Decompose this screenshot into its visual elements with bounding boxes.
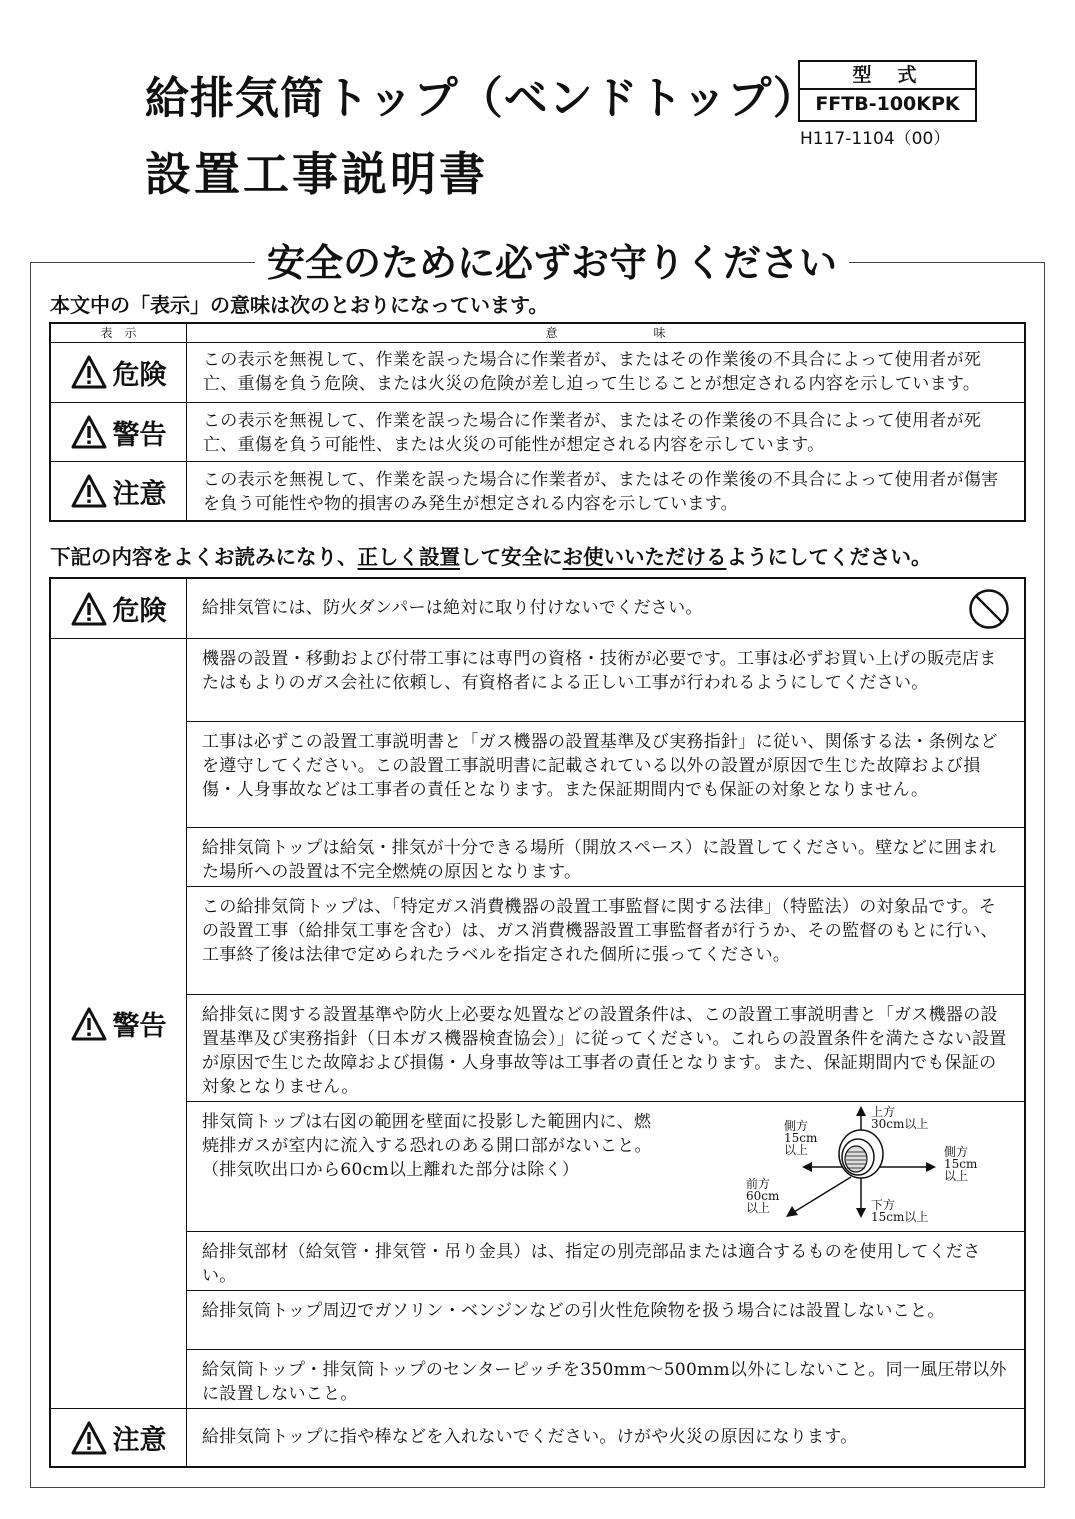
legend-table (49, 322, 1026, 522)
safety-heading: 安全のために必ずお守りください (255, 232, 849, 287)
clearance-diagram (746, 1102, 986, 1230)
warning-row (186, 639, 1024, 722)
document-code: H117-1104（00） (800, 129, 951, 149)
legend-text-caution: この表示を無視して、作業を誤った場合に作業者が、またはその作業後の不具合によって使用者が傷害を負う可能性や物的損害のみ発生が想定される内容を示しています。 (203, 470, 999, 514)
document-title-line2: 設置工事説明書 (145, 147, 488, 201)
document-title-line1: 給排気筒トップ（ベンドトップ） (145, 73, 818, 124)
clearance-right-label: 側方 15cm 以上 (944, 1145, 978, 1183)
legend-row (51, 403, 1024, 462)
clearance-left-label: 側方 15cm 以上 (784, 1119, 818, 1157)
warning-triangle-icon (71, 592, 107, 626)
warning-sign-cell (51, 639, 186, 1409)
warning-row (186, 887, 1024, 995)
warning-row (186, 995, 1024, 1102)
legend-sign-danger: 危険 (112, 359, 167, 391)
clearance-bottom-label: 下方 15cm以上 (871, 1198, 929, 1224)
warning-row (186, 722, 1024, 828)
danger-text: 給排気管には、防火ダンパーは絶対に取り付けないでください。 (202, 598, 703, 618)
warning-text: 排気筒トップは右図の範囲を壁面に投影した範囲内に、燃焼排ガスが室内に流入する恐れのある開口部がないこと。（排気吹出口から60cm以上離れた部分は除く） (202, 1112, 652, 1180)
warning-row (186, 828, 1024, 887)
legend-sign-warning: 警告 (112, 419, 167, 451)
model-value: FFTB-100KPK (815, 93, 960, 115)
warning-triangle-icon (71, 415, 107, 449)
read-carefully-note: 下記の内容をよくお読みになり、正しく設置して安全にお使いいただけるようにしてください。 (50, 545, 932, 569)
caution-sign-cell (51, 1409, 186, 1466)
legend-text-warning: この表示を無視して、作業を誤った場合に作業者が、またはその作業後の不具合によって使用者が死亡、重傷を負う可能性、または火災の可能性が想定される内容を示しています。 (203, 411, 982, 455)
model-box (798, 60, 977, 122)
warning-text: 給排気筒トップは給気・排気が十分できる場所（開放スペース）に設置してください。壁などに囲まれた場所への設置は不完全燃焼の原因となります。 (202, 838, 997, 882)
warning-text: 給排気部材（給気管・排気管・吊り金具）は、指定の別売部品または適合するものを使用してください。 (202, 1242, 981, 1286)
warning-text: この給排気筒トップは、「特定ガス消費機器の設置工事監督に関する法律」（特監法）の対象品です。その設置工事（給排気工事を含む）は、ガス消費機器設置工事監督者が行うか、その監督のもとに行い、工事終了後は法律で定められたラベルを指定された個所に張ってください。 (202, 897, 998, 965)
caution-row (186, 1409, 1024, 1466)
warning-triangle-icon (71, 1421, 107, 1455)
legend-text-danger: この表示を無視して、作業を誤った場合に作業者が、またはその作業後の不具合によって使用者が死亡、重傷を負う危険、または火災の危険が差し迫って生じることが想定される内容を示しています。 (203, 350, 982, 394)
warning-row (186, 1102, 1024, 1232)
clearance-front-label: 前方 60cm 以上 (746, 1177, 780, 1215)
legend-row (51, 462, 1024, 520)
warning-text: 給排気に関する設置基準や防火上必要な処置などの設置条件は、この設置工事説明書と「ガス機器の設置基準及び実務指針（日本ガス機器検査協会）」に従ってください。これらの設置条件を満たさない設置が原因で生じた故障および損傷・人身事故等は工事者の責任となります。また、保証期間内でも保証の対象となりません。 (202, 1005, 1007, 1097)
warning-row (186, 1291, 1024, 1350)
warning-triangle-icon (71, 355, 107, 389)
warning-text: 給気筒トップ・排気筒トップのセンターピッチを350mm～500mm以外にしないこと。同一風圧帯以外に設置しないこと。 (202, 1360, 1007, 1404)
warning-row (186, 1232, 1024, 1291)
instructions-table (49, 577, 1026, 1468)
caution-sign: 注意 (112, 1425, 167, 1456)
warning-sign: 警告 (112, 1011, 167, 1042)
warning-triangle-icon (71, 1007, 107, 1041)
warning-text: 工事は必ずこの設置工事説明書と「ガス機器の設置基準及び実務指針」に従い、関係する法・条例などを遵守してください。この設置工事説明書に記載されている以外の設置が原因で生じた故障および損傷・人身事故などは工事者の責任となります。また保証期間内でも保証の対象となりません。 (202, 732, 998, 800)
model-label: 型式 (800, 62, 975, 90)
legend-col-sign: 表 示 (51, 324, 186, 343)
danger-row (186, 579, 1024, 639)
caution-text: 給排気筒トップに指や棒などを入れないでください。けがや火災の原因になります。 (202, 1427, 858, 1447)
legend-row (51, 342, 1024, 403)
danger-sign-cell (51, 579, 186, 639)
warning-text: 機器の設置・移動および付帯工事には専門の資格・技術が必要です。工事は必ずお買い上げの販売店またはもよりのガス会社に依頼し、有資格者による正しい工事が行われるようにしてください。 (202, 649, 997, 693)
legend-sign-caution: 注意 (112, 478, 167, 510)
prohibition-icon (968, 588, 1010, 630)
warning-row (186, 1350, 1024, 1409)
clearance-top-label: 上方 30cm以上 (871, 1105, 929, 1131)
legend-intro: 本文中の「表示」の意味は次のとおりになっています。 (50, 293, 549, 317)
warning-triangle-icon (71, 474, 107, 508)
legend-col-meaning: 意 味 (187, 324, 1024, 343)
danger-sign: 危険 (112, 596, 167, 627)
warning-text: 給排気筒トップ周辺でガソリン・ベンジンなどの引火性危険物を扱う場合には設置しないこと。 (202, 1301, 945, 1321)
